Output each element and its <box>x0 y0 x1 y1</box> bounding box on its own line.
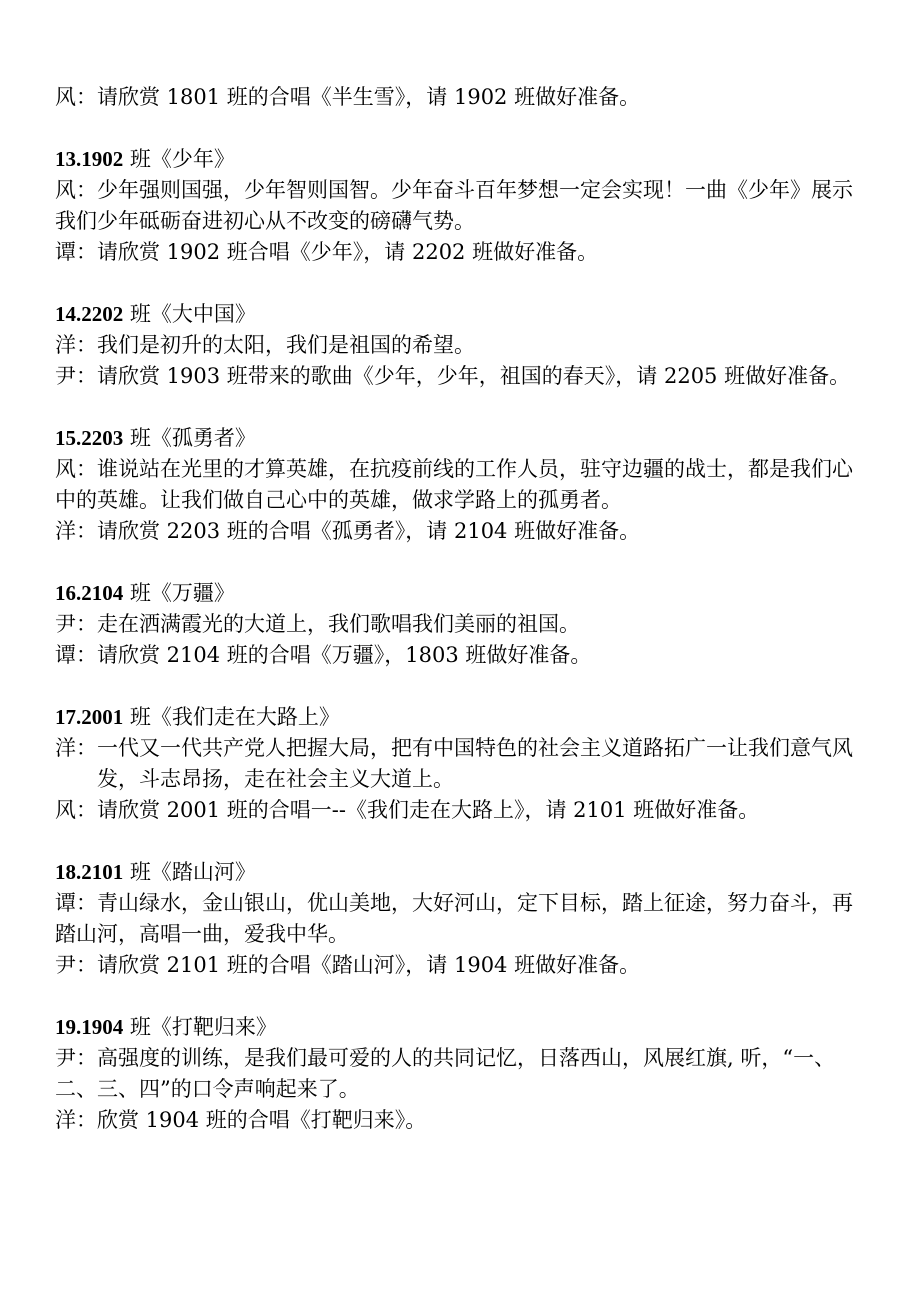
section-16 <box>55 578 870 671</box>
section-title <box>55 1012 870 1043</box>
section-17 <box>55 702 870 826</box>
script-line: 风：少年强则国强，少年智则国智。少年奋斗百年梦想一定会实现！一曲《少年》展示我们少年砥砺奋进初心从不改变的磅礴气势。 <box>55 178 853 233</box>
script-line: 洋：我们是初升的太阳，我们是祖国的希望。 <box>55 333 475 357</box>
script-line: 风：谁说站在光里的才算英雄，在抗疫前线的工作人员，驻守边疆的战士，都是我们心中的英雄。让我们做自己心中的英雄，做求学路上的孤勇者。 <box>55 457 853 512</box>
script-line: 洋：欣赏 1904 班的合唱《打靶归来》。 <box>55 1108 427 1132</box>
script-line: 尹：走在洒满霞光的大道上，我们歌唱我们美丽的祖国。 <box>55 612 580 636</box>
section-title <box>55 702 870 733</box>
section-number: 17.2001 <box>55 705 124 729</box>
section-title-text: 班《踏山河》 <box>123 860 256 884</box>
section-title <box>55 423 870 454</box>
script-line: 谭：请欣赏 1902 班合唱《少年》，请 2202 班做好准备。 <box>55 240 599 264</box>
script-line: 洋：一代又一代共产党人把握大局，把有中国特色的社会主义道路拓广一让我们意气风发，斗志昂扬，走在社会主义大道上。 <box>55 736 853 791</box>
intro-line: 风：请欣赏 1801 班的合唱《半生雪》，请 1902 班做好准备。 <box>55 85 641 109</box>
section-number: 18.2101 <box>55 860 124 884</box>
section-13 <box>55 144 870 268</box>
section-title <box>55 578 870 609</box>
section-title-text: 班《大中国》 <box>123 302 256 326</box>
script-line: 谭：青山绿水，金山银山，优山美地，大好河山，定下目标，踏上征途，努力奋斗，再踏山河，高唱一曲，爱我中华。 <box>55 891 853 946</box>
section-number: 13.1902 <box>55 147 124 171</box>
section-title-text: 班《少年》 <box>123 147 235 171</box>
section-title-text: 班《打靶归来》 <box>123 1015 277 1039</box>
section-number: 16.2104 <box>55 581 124 605</box>
section-title-text: 班《万疆》 <box>123 581 235 605</box>
document-page <box>55 82 870 1136</box>
section-number: 19.1904 <box>55 1015 124 1039</box>
script-line: 尹：请欣赏 2101 班的合唱《踏山河》，请 1904 班做好准备。 <box>55 953 641 977</box>
script-line: 风：请欣赏 2001 班的合唱一--《我们走在大路上》，请 2101 班做好准备。 <box>55 798 760 822</box>
script-line: 尹：请欣赏 1903 班带来的歌曲《少年，少年，祖国的春天》，请 2205 班做好准备。 <box>55 364 851 388</box>
section-title-text: 班《我们走在大路上》 <box>123 705 340 729</box>
section-number: 14.2202 <box>55 302 124 326</box>
section-15 <box>55 423 870 547</box>
section-title <box>55 144 870 175</box>
section-19 <box>55 1012 870 1136</box>
section-14 <box>55 299 870 392</box>
script-line: 洋：请欣赏 2203 班的合唱《孤勇者》，请 2104 班做好准备。 <box>55 519 641 543</box>
section-number: 15.2203 <box>55 426 124 450</box>
section-title <box>55 299 870 330</box>
section-title <box>55 857 870 888</box>
script-line: 尹：高强度的训练，是我们最可爱的人的共同记忆，日落西山，风展红旗, 听，“一、二、三、四”的口令声响起来了。 <box>55 1046 836 1101</box>
script-line: 谭：请欣赏 2104 班的合唱《万疆》，1803 班做好准备。 <box>55 643 592 667</box>
section-title-text: 班《孤勇者》 <box>123 426 256 450</box>
section-18 <box>55 857 870 981</box>
